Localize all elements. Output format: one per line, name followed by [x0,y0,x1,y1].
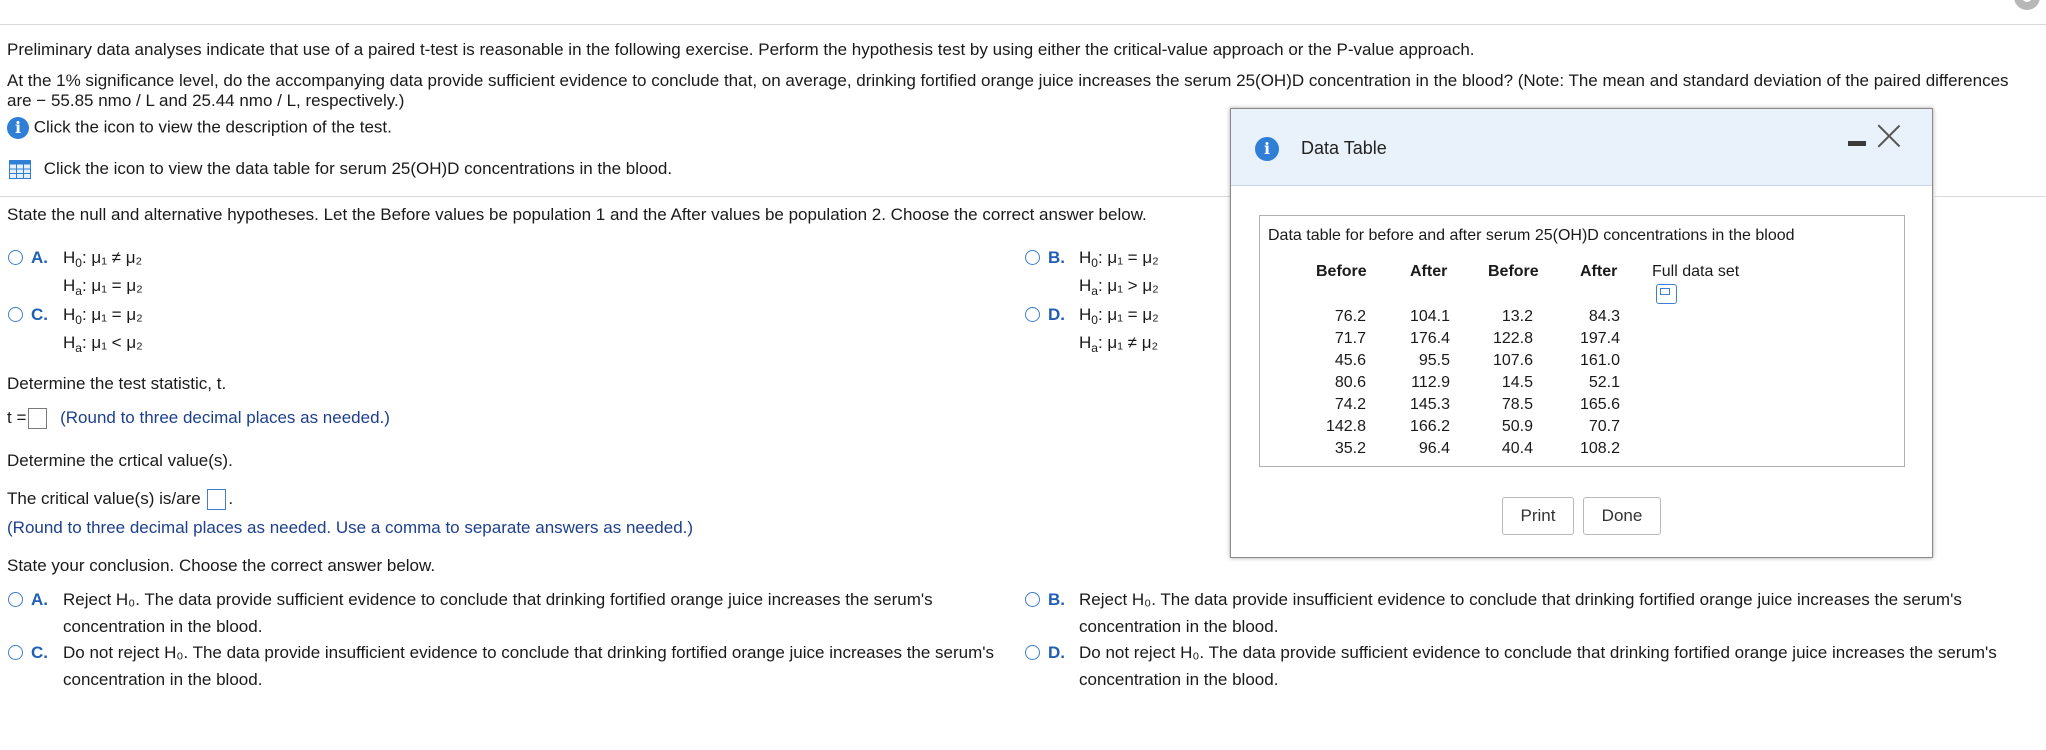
critical-prompt: Determine the crtical value(s). [7,451,233,470]
concl-option-d-line1: Do not reject H₀. The data provide sufficient evidence to conclude that drinking fortified orange juice increases the serum's [1079,643,1997,662]
close-icon[interactable] [1876,123,1902,149]
concl-option-d-line2: concentration in the blood. [1079,670,1279,689]
hyp-c-h0-expr: μ₁ = μ₂ [91,305,143,324]
minimize-icon[interactable] [1848,141,1866,146]
column-before-2 [1473,306,1533,460]
table-cell: 70.7 [1588,418,1620,435]
table-caption: Data table for before and after serum 25(OH)D concentrations in the blood [1268,227,1795,244]
column-before-1 [1306,306,1366,460]
hyp-c-ha-expr: μ₁ < μ₂ [91,333,143,352]
hyp-option-a-label: A. [31,248,48,267]
table-cell: 145.3 [1409,396,1450,413]
hyp-option-b-ha: $H_a$: μ₁ > μ₂ [1079,276,1159,298]
info-link-text: Click the icon to view the description of the test. [33,117,392,137]
section-divider-right [1935,196,2046,197]
header-after-2: After [1580,263,1618,280]
concl-option-a-label: A. [31,590,48,609]
critical-label: The critical value(s) is/are [7,489,201,508]
table-cell: 122.8 [1492,330,1533,347]
table-cell: 52.1 [1588,374,1620,391]
section-divider [0,196,1240,197]
hyp-option-a-ha: $H_a$: μ₁ = μ₂ [63,276,143,298]
question-text-line1: At the 1% significance level, do the accompanying data provide sufficient evidence to conclude that, on average, drinking fortified orange juice increases the serum 25(OH)D concentration in the blood? (Note: The mean and standard deviation of the paired differences [7,71,2009,90]
concl-option-d-label: D. [1048,643,1065,662]
concl-option-c-radio[interactable] [8,645,23,660]
question-text-line2: are − 55.85 nmo / L and 25.44 nmo / L, respectively.) [7,91,405,110]
hyp-option-b-label: B. [1048,248,1065,267]
table-cell: 166.2 [1409,418,1450,435]
data-table [1259,215,1905,467]
concl-option-a-radio[interactable] [8,592,23,607]
info-icon[interactable]: i [7,117,29,139]
dialog-title: Data Table [1301,138,1387,158]
hyp-option-c-ha: $H_a$: μ₁ < μ₂ [63,333,143,355]
hyp-option-d-label: D. [1048,305,1065,324]
concl-option-c-line2: concentration in the blood. [63,670,263,689]
table-cell: 50.9 [1501,418,1533,435]
table-cell: 96.4 [1418,440,1450,457]
dialog-info-icon: i [1255,137,1279,161]
critical-answer-input[interactable] [207,489,226,510]
hyp-option-d-radio[interactable] [1025,307,1040,322]
data-table-icon[interactable] [9,160,31,179]
done-button[interactable]: Done [1583,497,1661,535]
hyp-option-a-radio[interactable] [8,250,23,265]
table-link-row[interactable] [9,159,672,179]
concl-option-b-line1: Reject H₀. The data provide insufficient evidence to conclude that drinking fortified orange juice increases the serum's [1079,590,1962,609]
hyp-option-c-radio[interactable] [8,307,23,322]
concl-option-b-label: B. [1048,590,1065,609]
hyp-d-ha-expr: μ₁ ≠ μ₂ [1107,333,1159,352]
data-table-dialog [1230,108,1933,558]
hyp-b-ha-expr: μ₁ > μ₂ [1107,276,1159,295]
conclusion-prompt: State your conclusion. Choose the correct answer below. [7,556,436,575]
hyp-b-h0-expr: μ₁ = μ₂ [1107,248,1159,267]
concl-option-c-line1: Do not reject H₀. The data provide insufficient evidence to conclude that drinking fortified orange juice increases the serum's [63,643,995,662]
hyp-option-d-h0: $H_0$: μ₁ = μ₂ [1079,305,1159,327]
t-answer-row [7,408,390,429]
table-cell: 161.0 [1579,352,1620,369]
hyp-option-c-h0: $H_0$: μ₁ = μ₂ [63,305,143,327]
table-cell: 142.8 [1325,418,1366,435]
critical-hint: (Round to three decimal places as needed. Use a comma to separate answers as needed.) [7,518,694,537]
table-cell: 108.2 [1579,440,1620,457]
table-cell: 197.4 [1579,330,1620,347]
table-cell: 74.2 [1334,396,1366,413]
table-cell: 95.5 [1418,352,1450,369]
hyp-d-h0-expr: μ₁ = μ₂ [1107,305,1159,324]
table-cell: 78.5 [1501,396,1533,413]
hypotheses-prompt: State the null and alternative hypotheses. Let the Before values be population 1 and the After values be population 2. Choose the correct answer below. [7,205,1147,224]
hyp-a-h0-expr: μ₁ ≠ μ₂ [91,248,143,267]
table-cell: 80.6 [1334,374,1366,391]
concl-option-c-label: C. [31,643,48,662]
concl-option-b-radio[interactable] [1025,592,1040,607]
hyp-a-ha-expr: μ₁ = μ₂ [91,276,143,295]
hyp-option-a-h0: $H_0$: μ₁ ≠ μ₂ [63,248,143,270]
table-cell: 165.6 [1579,396,1620,413]
table-cell: 13.2 [1501,308,1533,325]
table-cell: 84.3 [1588,308,1620,325]
table-link-text: Click the icon to view the data table for serum 25(OH)D concentrations in the blood. [43,159,673,178]
header-before-1: Before [1316,263,1367,280]
table-cell: 35.2 [1334,440,1366,457]
column-after-2 [1560,306,1620,460]
concl-option-b-line2: concentration in the blood. [1079,617,1279,636]
hyp-option-b-radio[interactable] [1025,250,1040,265]
hyp-option-d-ha: $H_a$: μ₁ ≠ μ₂ [1079,333,1159,355]
header-before-2: Before [1488,263,1539,280]
test-stat-prompt: Determine the test statistic, t. [7,374,227,393]
gear-icon[interactable] [2014,0,2040,10]
table-cell: 112.9 [1411,374,1450,391]
top-divider [0,24,2046,25]
table-cell: 45.6 [1334,352,1366,369]
concl-option-a-line2: concentration in the blood. [63,617,263,636]
t-answer-input[interactable] [28,408,47,429]
table-cell: 104.1 [1409,308,1450,325]
intro-text: Preliminary data analyses indicate that use of a paired t-test is reasonable in the following exercise. Perform the hypothesis test by using either the critical-value approach or the P-value approach. [7,40,1475,59]
table-cell: 71.7 [1334,330,1366,347]
full-data-set-label: Full data set [1652,263,1740,280]
t-hint: (Round to three decimal places as needed.) [60,408,390,427]
print-button[interactable]: Print [1502,497,1574,535]
concl-option-d-radio[interactable] [1025,645,1040,660]
table-cell: 40.4 [1501,440,1533,457]
info-link-row[interactable] [7,117,392,139]
concl-option-a-line1: Reject H₀. The data provide sufficient evidence to conclude that drinking fortified orange juice increases the serum's [63,590,933,609]
column-after-1 [1390,306,1450,460]
full-data-set-icon[interactable] [1656,284,1677,304]
hyp-option-c-label: C. [31,305,48,324]
table-cell: 176.4 [1409,330,1450,347]
t-label: t = [7,408,27,427]
header-after-1: After [1410,263,1448,280]
hyp-option-b-h0: $H_0$: μ₁ = μ₂ [1079,248,1159,270]
critical-answer-row: The critical value(s) is/are . [7,489,233,510]
dialog-header[interactable] [1231,109,1932,186]
table-cell: 76.2 [1334,308,1366,325]
table-cell: 107.6 [1492,352,1533,369]
table-cell: 14.5 [1501,374,1533,391]
